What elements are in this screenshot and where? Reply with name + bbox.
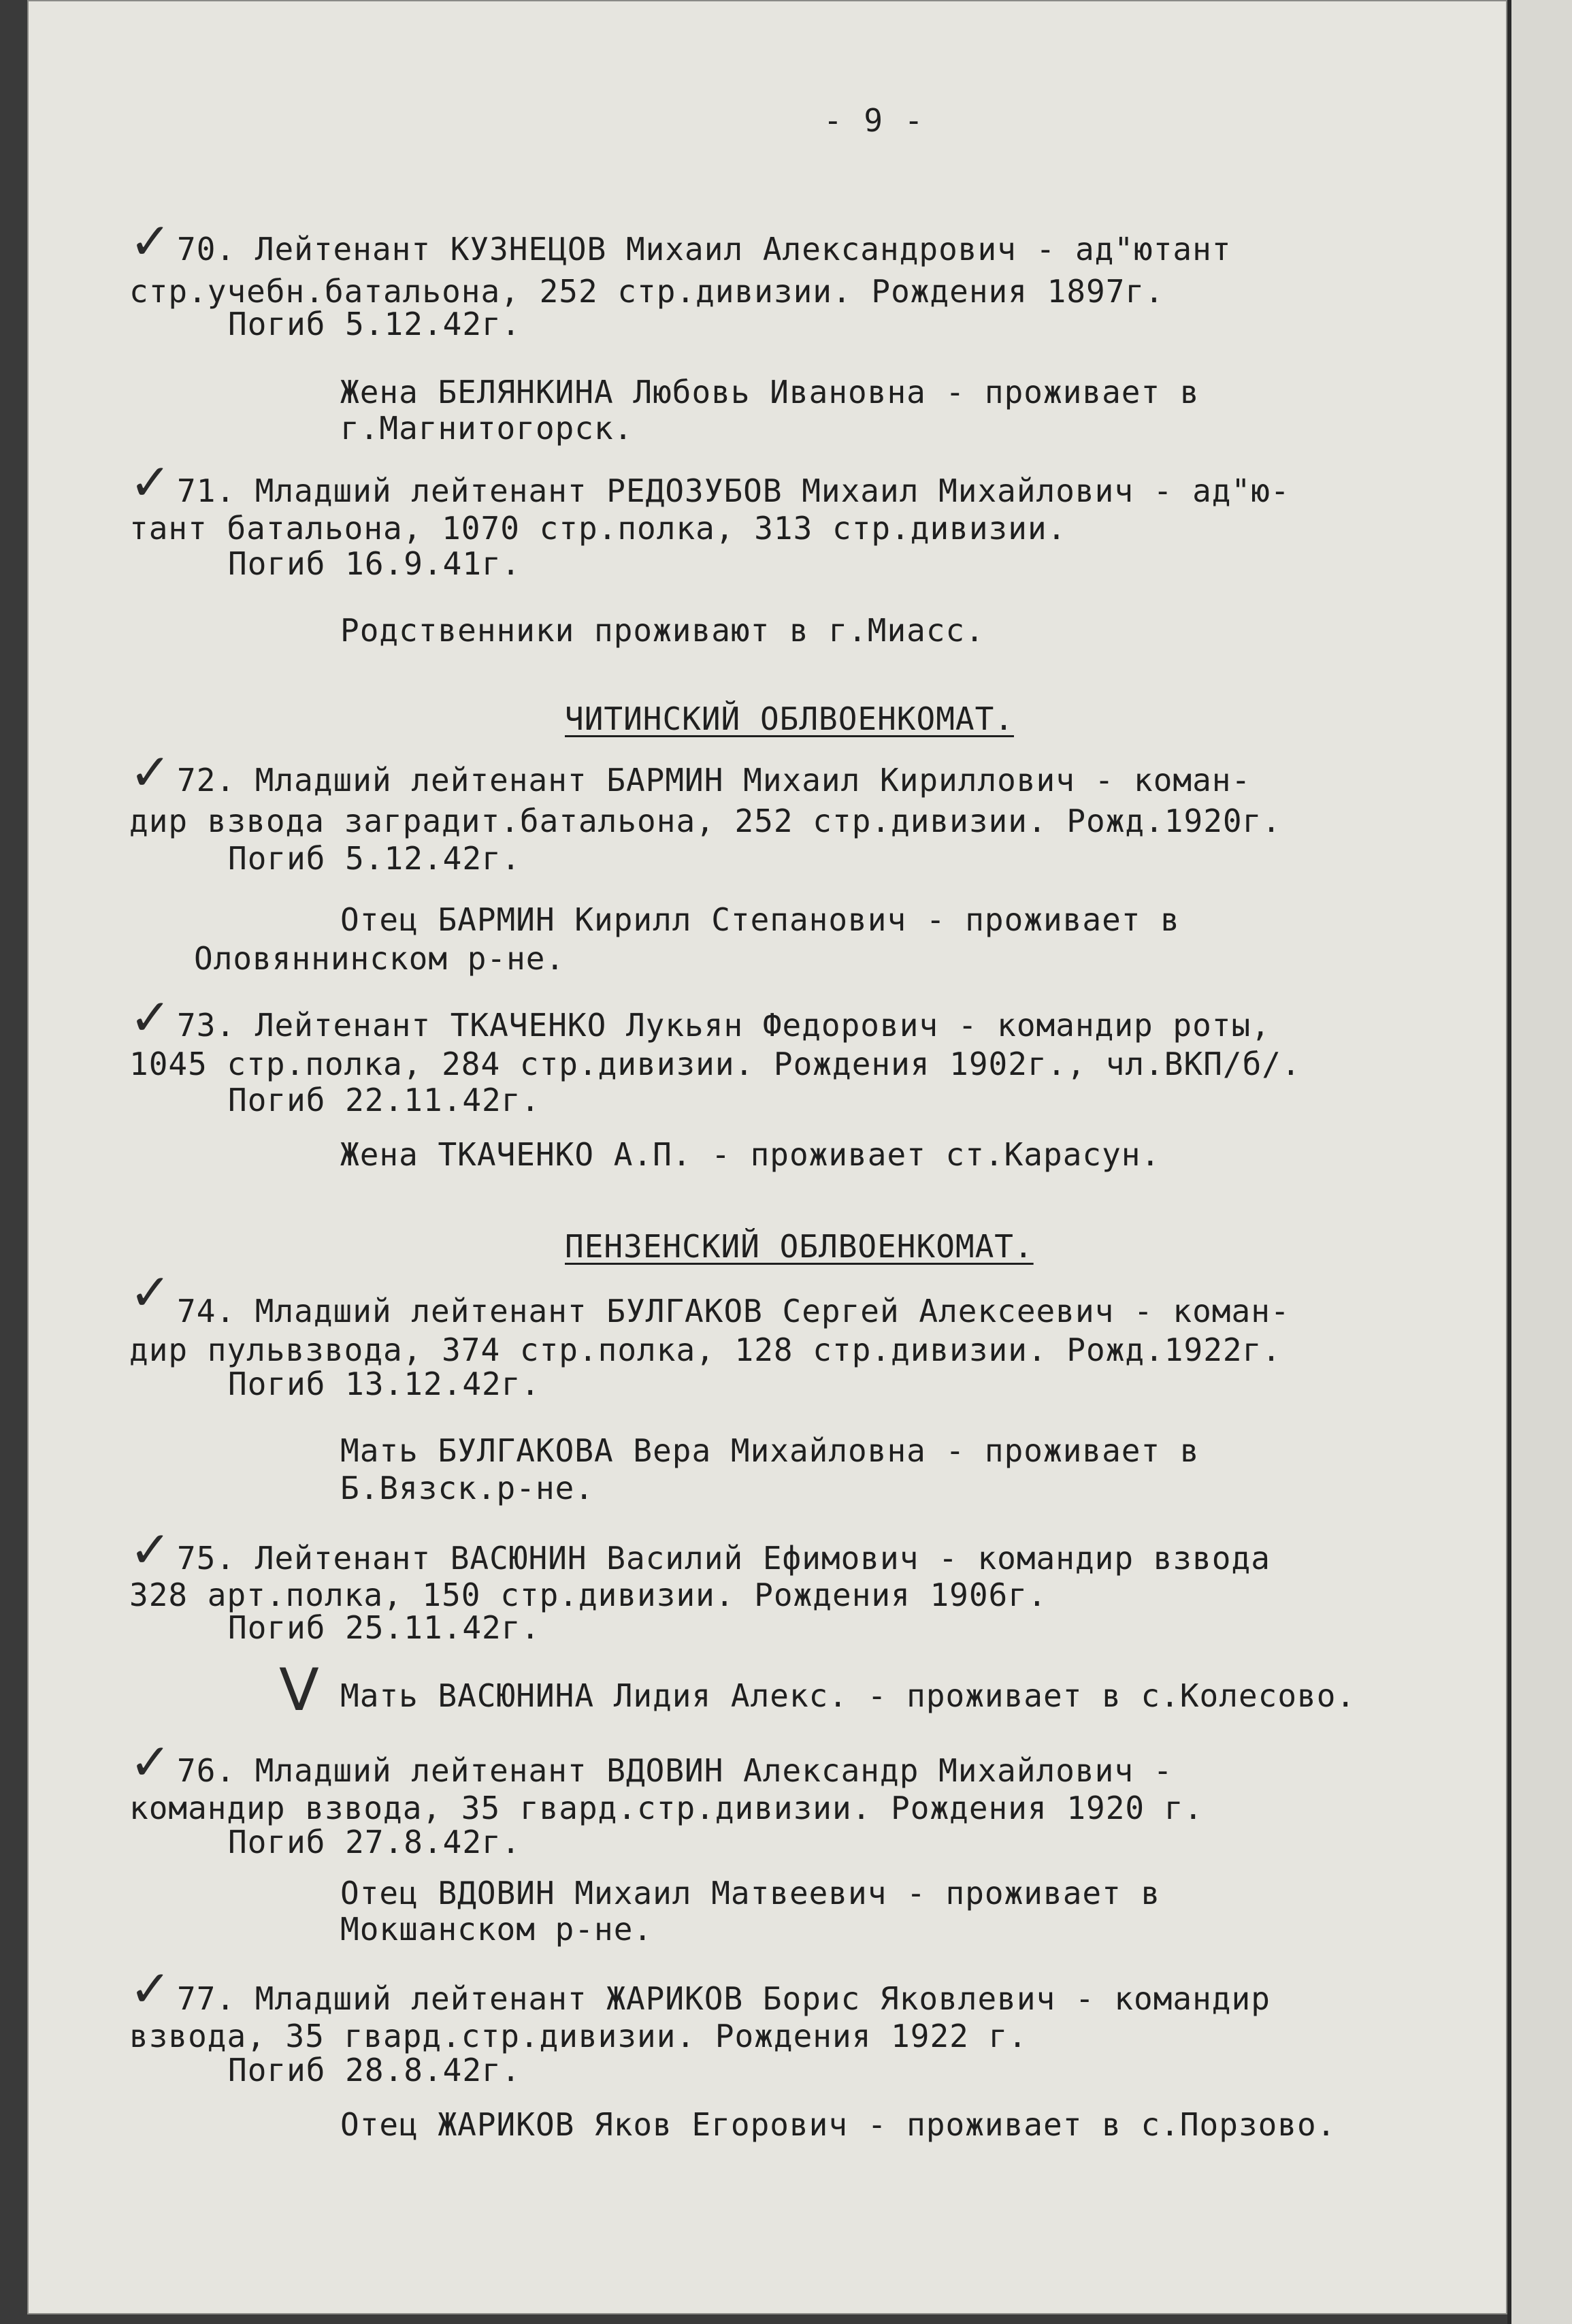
entry-72-line-1: 72. Младший лейтенант БАРМИН Михаил Кириллович - коман- <box>177 762 1251 798</box>
entry-71-line-1: 71. Младший лейтенант РЕДОЗУБОВ Михаил Михайлович - ад"ю- <box>177 472 1290 509</box>
entry-73-death: Погиб 22.11.42г. <box>228 1082 541 1118</box>
entry-74-relative-2: Б.Вязск.р-не. <box>340 1470 595 1506</box>
entry-72-death: Погиб 5.12.42г. <box>228 840 521 877</box>
entry-73-line-2: 1045 стр.полка, 284 стр.дивизии. Рождения 1902г., чл.ВКП/б/. <box>129 1046 1301 1082</box>
check-mark-icon: ✓ <box>129 1960 172 2018</box>
check-mark-icon: ✓ <box>129 1263 172 1322</box>
entry-77-line-1: 77. Младший лейтенант ЖАРИКОВ Борис Яковлевич - командир <box>177 1980 1271 2017</box>
entry-77-line-2: взвода, 35 гвард.стр.дивизии. Рождения 1922 г. <box>129 2018 1028 2054</box>
entry-70-death: Погиб 5.12.42г. <box>228 306 521 342</box>
entry-75-death: Погиб 25.11.42г. <box>228 1609 541 1646</box>
entry-76-relative-1: Отец ВДОВИН Михаил Матвеевич - проживает в <box>340 1875 1161 1911</box>
entry-76-line-1: 76. Младший лейтенант ВДОВИН Александр Михайлович - <box>177 1752 1173 1789</box>
entry-71-death: Погиб 16.9.41г. <box>228 545 521 582</box>
entry-73-line-1: 73. Лейтенант ТКАЧЕНКО Лукьян Федорович - командир роты, <box>177 1007 1271 1044</box>
check-mark-icon: ✓ <box>129 743 172 802</box>
check-mark-icon: ✓ <box>129 988 172 1047</box>
entry-70-relative-1: Жена БЕЛЯНКИНА Любовь Ивановна - проживает в <box>340 374 1200 410</box>
entry-70-line-1: 70. Лейтенант КУЗНЕЦОВ Михаил Александрович - ад"ютант <box>177 231 1232 268</box>
entry-71-line-2: тант батальона, 1070 стр.полка, 313 стр.дивизии. <box>129 510 1067 547</box>
entry-72-relative-2: Оловяннинском р-не. <box>194 940 566 977</box>
entry-75-line-2: 328 арт.полка, 150 стр.дивизии. Рождения 1906г. <box>129 1577 1047 1613</box>
entry-76-death: Погиб 27.8.42г. <box>228 1824 521 1860</box>
adjacent-page-edge <box>1507 0 1572 2324</box>
entry-72-relative-1: Отец БАРМИН Кирилл Степанович - проживает в <box>340 901 1180 938</box>
entry-76-relative-2: Мокшанском р-не. <box>340 1911 653 1948</box>
check-mark-icon: ✓ <box>129 1521 172 1579</box>
entry-73-relative: Жена ТКАЧЕНКО А.П. - проживает ст.Карасун. <box>340 1136 1161 1173</box>
check-mark-icon: ✓ <box>129 1733 172 1792</box>
check-mark-icon: ✓ <box>129 212 172 271</box>
entry-72-line-2: дир взвода заградит.батальона, 252 стр.дивизии. Рожд.1920г. <box>129 803 1281 839</box>
entry-74-death: Погиб 13.12.42г. <box>228 1366 541 1402</box>
page-number: - 9 - <box>823 102 925 139</box>
section-heading-chita: ЧИТИНСКИЙ ОБЛВОЕНКОМАТ. <box>565 700 1014 737</box>
document-page <box>27 0 1507 2314</box>
v-mark-icon: V <box>279 1656 319 1724</box>
entry-75-relative: Мать ВАСЮНИНА Лидия Алекс. - проживает в с.Колесово. <box>340 1677 1356 1714</box>
check-mark-icon: ✓ <box>129 453 172 512</box>
entry-74-line-2: дир пульвзвода, 374 стр.полка, 128 стр.дивизии. Рожд.1922г. <box>129 1332 1281 1368</box>
entry-70-line-2: стр.учебн.батальона, 252 стр.дивизии. Рождения 1897г. <box>129 273 1164 310</box>
entry-74-relative-1: Мать БУЛГАКОВА Вера Михайловна - проживает в <box>340 1432 1200 1469</box>
entry-74-line-1: 74. Младший лейтенант БУЛГАКОВ Сергей Алексеевич - коман- <box>177 1293 1290 1329</box>
entry-75-line-1: 75. Лейтенант ВАСЮНИН Василий Ефимович - командир взвода <box>177 1540 1271 1577</box>
entry-71-relative: Родственники проживают в г.Миасс. <box>340 612 985 649</box>
entry-77-death: Погиб 28.8.42г. <box>228 2052 521 2088</box>
entry-70-relative-2: г.Магнитогорск. <box>340 410 634 447</box>
entry-76-line-2: командир взвода, 35 гвард.стр.дивизии. Рождения 1920 г. <box>129 1790 1204 1826</box>
entry-77-relative: Отец ЖАРИКОВ Яков Егорович - проживает в с.Порзово. <box>340 2106 1337 2143</box>
section-heading-penza: ПЕНЗЕНСКИЙ ОБЛВОЕНКОМАТ. <box>565 1228 1034 1265</box>
